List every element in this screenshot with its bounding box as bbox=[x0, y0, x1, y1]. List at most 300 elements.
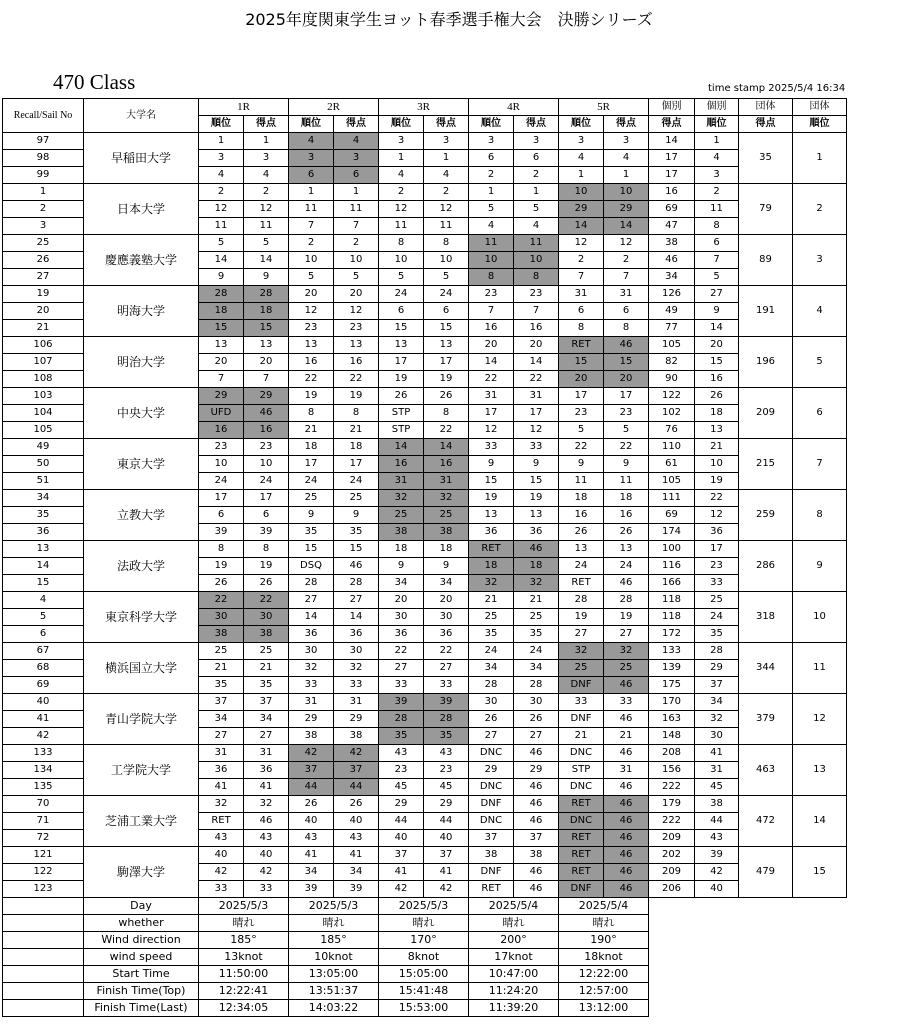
race-score: 8 bbox=[244, 541, 289, 558]
race-rank: 16 bbox=[199, 422, 244, 439]
race-score: 21 bbox=[604, 728, 649, 745]
condition-value: 13knot bbox=[199, 949, 289, 966]
table-row bbox=[3, 643, 847, 660]
race-rank: 32 bbox=[199, 796, 244, 813]
race-score: 38 bbox=[244, 626, 289, 643]
university-name: 芝浦工業大学 bbox=[84, 796, 199, 847]
team-rank: 7 bbox=[793, 439, 847, 490]
race-score: 9 bbox=[424, 558, 469, 575]
race-score: 27 bbox=[334, 592, 379, 609]
race-rank: 27 bbox=[199, 728, 244, 745]
race-score: 22 bbox=[334, 371, 379, 388]
sail-number: 25 bbox=[3, 235, 84, 252]
team-rank-header: 団体 bbox=[793, 99, 847, 116]
race-score: 46 bbox=[604, 796, 649, 813]
race-score: 46 bbox=[604, 711, 649, 728]
race-score: 24 bbox=[244, 473, 289, 490]
race-rank: 18 bbox=[289, 439, 334, 456]
race-score: 24 bbox=[424, 286, 469, 303]
team-score: 318 bbox=[739, 592, 793, 643]
sail-number: 42 bbox=[3, 728, 84, 745]
race-score: 28 bbox=[424, 711, 469, 728]
race-rank: DNC bbox=[469, 779, 514, 796]
sail-number: 104 bbox=[3, 405, 84, 422]
individual-total: 111 bbox=[649, 490, 695, 507]
race-score: 38 bbox=[334, 728, 379, 745]
race-rank: 28 bbox=[379, 711, 424, 728]
race-score: 32 bbox=[514, 575, 559, 592]
race-rank: 20 bbox=[289, 286, 334, 303]
race-score: 44 bbox=[424, 813, 469, 830]
race-rank: 12 bbox=[379, 201, 424, 218]
race-rank: 39 bbox=[379, 694, 424, 711]
race-score: 33 bbox=[514, 439, 559, 456]
individual-rank: 20 bbox=[695, 337, 739, 354]
score-subheader: 得点 bbox=[334, 116, 379, 133]
race-score: 30 bbox=[514, 694, 559, 711]
race-score: 29 bbox=[514, 762, 559, 779]
race-rank: 13 bbox=[559, 541, 604, 558]
race-rank: 13 bbox=[379, 337, 424, 354]
race-score: 40 bbox=[244, 847, 289, 864]
race-score: 2 bbox=[244, 184, 289, 201]
team-score: 463 bbox=[739, 745, 793, 796]
round-4-header: 4R bbox=[469, 99, 559, 116]
race-rank: RET bbox=[559, 847, 604, 864]
team-score: 209 bbox=[739, 388, 793, 439]
race-score: 14 bbox=[424, 439, 469, 456]
race-rank: 12 bbox=[469, 422, 514, 439]
race-score: 16 bbox=[334, 354, 379, 371]
race-rank: 4 bbox=[289, 133, 334, 150]
race-rank: 31 bbox=[469, 388, 514, 405]
race-score: 6 bbox=[604, 303, 649, 320]
race-rank: 17 bbox=[469, 405, 514, 422]
score-subheader: 得点 bbox=[514, 116, 559, 133]
race-rank: 15 bbox=[379, 320, 424, 337]
race-rank: 1 bbox=[559, 167, 604, 184]
race-rank: 6 bbox=[559, 303, 604, 320]
race-rank: 7 bbox=[559, 269, 604, 286]
individual-rank: 17 bbox=[695, 541, 739, 558]
race-score: 38 bbox=[424, 524, 469, 541]
race-score: 46 bbox=[514, 813, 559, 830]
race-rank: 42 bbox=[289, 745, 334, 762]
race-rank: 2 bbox=[199, 184, 244, 201]
race-rank: 2 bbox=[289, 235, 334, 252]
race-rank: 38 bbox=[379, 524, 424, 541]
race-rank: DNC bbox=[469, 745, 514, 762]
individual-total: 174 bbox=[649, 524, 695, 541]
race-score: 25 bbox=[244, 643, 289, 660]
race-rank: 43 bbox=[199, 830, 244, 847]
individual-total: 82 bbox=[649, 354, 695, 371]
race-score: 7 bbox=[244, 371, 289, 388]
race-conditions bbox=[3, 898, 847, 1017]
individual-rank: 2 bbox=[695, 184, 739, 201]
race-rank: 15 bbox=[559, 354, 604, 371]
race-rank: 8 bbox=[469, 269, 514, 286]
team-rank: 10 bbox=[793, 592, 847, 643]
condition-value: 2025/5/3 bbox=[199, 898, 289, 915]
race-rank: 14 bbox=[559, 218, 604, 235]
individual-rank-subheader: 順位 bbox=[695, 116, 739, 133]
race-rank: 11 bbox=[289, 201, 334, 218]
race-score: 31 bbox=[424, 473, 469, 490]
individual-rank: 38 bbox=[695, 796, 739, 813]
race-rank: 36 bbox=[379, 626, 424, 643]
recall-header: Recall/Sail No bbox=[3, 99, 84, 133]
individual-rank: 24 bbox=[695, 609, 739, 626]
individual-rank: 27 bbox=[695, 286, 739, 303]
individual-rank: 36 bbox=[695, 524, 739, 541]
race-score: 2 bbox=[424, 184, 469, 201]
condition-blank bbox=[649, 983, 847, 1000]
race-score: 8 bbox=[514, 269, 559, 286]
race-score: 36 bbox=[244, 762, 289, 779]
team-rank: 11 bbox=[793, 643, 847, 694]
team-score-header: 団体 bbox=[739, 99, 793, 116]
race-score: 26 bbox=[514, 711, 559, 728]
race-rank: 29 bbox=[469, 762, 514, 779]
race-rank: 36 bbox=[469, 524, 514, 541]
race-rank: 38 bbox=[469, 847, 514, 864]
race-rank: 7 bbox=[469, 303, 514, 320]
condition-label: Day bbox=[84, 898, 199, 915]
race-rank: 12 bbox=[559, 235, 604, 252]
race-score: 6 bbox=[334, 167, 379, 184]
race-rank: 19 bbox=[199, 558, 244, 575]
race-score: 27 bbox=[424, 660, 469, 677]
race-rank: 35 bbox=[379, 728, 424, 745]
race-rank: 26 bbox=[199, 575, 244, 592]
condition-row bbox=[3, 932, 847, 949]
race-score: 46 bbox=[604, 337, 649, 354]
individual-rank: 22 bbox=[695, 490, 739, 507]
score-subheader: 得点 bbox=[604, 116, 649, 133]
condition-value: 2025/5/3 bbox=[379, 898, 469, 915]
race-score: 28 bbox=[514, 677, 559, 694]
race-score: 8 bbox=[604, 320, 649, 337]
race-rank: 41 bbox=[289, 847, 334, 864]
race-rank: DNF bbox=[469, 796, 514, 813]
race-score: 37 bbox=[514, 830, 559, 847]
race-score: 25 bbox=[334, 490, 379, 507]
race-rank: 3 bbox=[199, 150, 244, 167]
round-2-header: 2R bbox=[289, 99, 379, 116]
race-rank: 38 bbox=[199, 626, 244, 643]
race-score: 10 bbox=[514, 252, 559, 269]
sail-number: 123 bbox=[3, 881, 84, 898]
race-score: 21 bbox=[244, 660, 289, 677]
race-rank: 6 bbox=[199, 507, 244, 524]
race-score: 45 bbox=[424, 779, 469, 796]
sail-number: 40 bbox=[3, 694, 84, 711]
race-rank: 20 bbox=[559, 371, 604, 388]
team-score: 79 bbox=[739, 184, 793, 235]
university-name: 慶應義塾大学 bbox=[84, 235, 199, 286]
race-score: 20 bbox=[244, 354, 289, 371]
individual-total: 222 bbox=[649, 779, 695, 796]
condition-value: 2025/5/4 bbox=[469, 898, 559, 915]
race-score: 11 bbox=[424, 218, 469, 235]
race-score: 42 bbox=[244, 864, 289, 881]
race-score: 29 bbox=[334, 711, 379, 728]
race-rank: 42 bbox=[199, 864, 244, 881]
sail-number: 68 bbox=[3, 660, 84, 677]
individual-rank: 14 bbox=[695, 320, 739, 337]
sail-number: 6 bbox=[3, 626, 84, 643]
race-score: 18 bbox=[514, 558, 559, 575]
race-score: 41 bbox=[334, 847, 379, 864]
team-rank: 6 bbox=[793, 388, 847, 439]
individual-total: 139 bbox=[649, 660, 695, 677]
race-score: 4 bbox=[334, 133, 379, 150]
race-score: 2 bbox=[604, 252, 649, 269]
race-score: 40 bbox=[334, 813, 379, 830]
rank-subheader: 順位 bbox=[379, 116, 424, 133]
race-score: 32 bbox=[604, 643, 649, 660]
race-score: 3 bbox=[334, 150, 379, 167]
condition-blank bbox=[649, 932, 847, 949]
team-rank: 4 bbox=[793, 286, 847, 337]
race-score: 17 bbox=[424, 354, 469, 371]
race-rank: 29 bbox=[289, 711, 334, 728]
individual-total: 34 bbox=[649, 269, 695, 286]
race-rank: 43 bbox=[289, 830, 334, 847]
race-rank: 33 bbox=[559, 694, 604, 711]
race-score: 34 bbox=[244, 711, 289, 728]
race-score: 28 bbox=[604, 592, 649, 609]
race-rank: 5 bbox=[469, 201, 514, 218]
rank-subheader: 順位 bbox=[469, 116, 514, 133]
individual-total: 222 bbox=[649, 813, 695, 830]
race-rank: DNF bbox=[559, 677, 604, 694]
condition-value: 17knot bbox=[469, 949, 559, 966]
race-score: 24 bbox=[514, 643, 559, 660]
race-rank: 33 bbox=[289, 677, 334, 694]
race-score: 9 bbox=[334, 507, 379, 524]
race-rank: 18 bbox=[469, 558, 514, 575]
race-rank: 40 bbox=[379, 830, 424, 847]
individual-rank: 45 bbox=[695, 779, 739, 796]
race-rank: 3 bbox=[379, 133, 424, 150]
race-score: 6 bbox=[424, 303, 469, 320]
individual-total: 102 bbox=[649, 405, 695, 422]
race-rank: 6 bbox=[289, 167, 334, 184]
individual-total: 47 bbox=[649, 218, 695, 235]
race-rank: 35 bbox=[469, 626, 514, 643]
sail-number: 1 bbox=[3, 184, 84, 201]
race-rank: 17 bbox=[199, 490, 244, 507]
table-row bbox=[3, 847, 847, 864]
race-rank: 39 bbox=[199, 524, 244, 541]
race-rank: RET bbox=[559, 864, 604, 881]
team-rank: 8 bbox=[793, 490, 847, 541]
individual-rank: 23 bbox=[695, 558, 739, 575]
race-score: 34 bbox=[424, 575, 469, 592]
individual-total: 179 bbox=[649, 796, 695, 813]
team-score: 379 bbox=[739, 694, 793, 745]
race-rank: 17 bbox=[379, 354, 424, 371]
race-rank: 7 bbox=[289, 218, 334, 235]
race-score: 20 bbox=[334, 286, 379, 303]
individual-rank: 7 bbox=[695, 252, 739, 269]
condition-blank bbox=[649, 949, 847, 966]
race-score: 18 bbox=[604, 490, 649, 507]
race-score: 36 bbox=[514, 524, 559, 541]
university-name: 東京大学 bbox=[84, 439, 199, 490]
sail-number: 98 bbox=[3, 150, 84, 167]
race-score: 13 bbox=[604, 541, 649, 558]
race-score: 13 bbox=[514, 507, 559, 524]
race-score: 10 bbox=[244, 456, 289, 473]
race-score: 6 bbox=[244, 507, 289, 524]
race-rank: 4 bbox=[469, 218, 514, 235]
race-score: 10 bbox=[604, 184, 649, 201]
header-row-top bbox=[3, 99, 847, 116]
team-score: 286 bbox=[739, 541, 793, 592]
table-row bbox=[3, 388, 847, 405]
race-rank: 7 bbox=[199, 371, 244, 388]
university-name: 法政大学 bbox=[84, 541, 199, 592]
condition-blank bbox=[649, 915, 847, 932]
race-score: 14 bbox=[334, 609, 379, 626]
race-rank: 9 bbox=[469, 456, 514, 473]
race-rank: DNC bbox=[559, 813, 604, 830]
individual-rank: 34 bbox=[695, 694, 739, 711]
race-rank: DNC bbox=[559, 745, 604, 762]
race-score: 1 bbox=[604, 167, 649, 184]
race-score: 23 bbox=[604, 405, 649, 422]
race-score: 30 bbox=[424, 609, 469, 626]
race-score: 15 bbox=[334, 541, 379, 558]
race-rank: STP bbox=[379, 405, 424, 422]
race-rank: 33 bbox=[379, 677, 424, 694]
race-score: 22 bbox=[244, 592, 289, 609]
race-rank: 25 bbox=[469, 609, 514, 626]
race-score: 13 bbox=[424, 337, 469, 354]
sail-number: 3 bbox=[3, 218, 84, 235]
team-score: 89 bbox=[739, 235, 793, 286]
race-score: 37 bbox=[424, 847, 469, 864]
condition-value: 2025/5/4 bbox=[559, 898, 649, 915]
condition-label: Start Time bbox=[84, 966, 199, 983]
race-rank: 12 bbox=[199, 201, 244, 218]
race-rank: 27 bbox=[289, 592, 334, 609]
race-rank: 5 bbox=[379, 269, 424, 286]
university-header: 大学名 bbox=[84, 99, 199, 133]
condition-row bbox=[3, 898, 847, 915]
race-rank: 24 bbox=[379, 286, 424, 303]
sail-number: 105 bbox=[3, 422, 84, 439]
sail-number: 106 bbox=[3, 337, 84, 354]
race-rank: 33 bbox=[199, 881, 244, 898]
individual-total: 16 bbox=[649, 184, 695, 201]
race-rank: 29 bbox=[199, 388, 244, 405]
race-score: 13 bbox=[334, 337, 379, 354]
race-score: 2 bbox=[334, 235, 379, 252]
condition-spacer bbox=[3, 949, 84, 966]
individual-total: 116 bbox=[649, 558, 695, 575]
condition-value: 8knot bbox=[379, 949, 469, 966]
race-rank: 18 bbox=[199, 303, 244, 320]
race-rank: 32 bbox=[469, 575, 514, 592]
race-rank: 19 bbox=[559, 609, 604, 626]
condition-value: 15:53:00 bbox=[379, 1000, 469, 1017]
sail-number: 134 bbox=[3, 762, 84, 779]
race-rank: 45 bbox=[379, 779, 424, 796]
race-rank: 4 bbox=[379, 167, 424, 184]
individual-rank: 33 bbox=[695, 575, 739, 592]
race-rank: 16 bbox=[379, 456, 424, 473]
race-score: 22 bbox=[514, 371, 559, 388]
race-rank: 5 bbox=[289, 269, 334, 286]
race-score: 10 bbox=[334, 252, 379, 269]
university-name: 工学院大学 bbox=[84, 745, 199, 796]
individual-rank: 41 bbox=[695, 745, 739, 762]
race-rank: RET bbox=[559, 830, 604, 847]
race-score: 35 bbox=[514, 626, 559, 643]
individual-rank: 9 bbox=[695, 303, 739, 320]
race-score: 40 bbox=[424, 830, 469, 847]
race-rank: 41 bbox=[199, 779, 244, 796]
sail-number: 72 bbox=[3, 830, 84, 847]
class-title: 470 Class bbox=[53, 70, 136, 94]
team-rank: 2 bbox=[793, 184, 847, 235]
university-name: 青山学院大学 bbox=[84, 694, 199, 745]
race-score: 27 bbox=[604, 626, 649, 643]
race-rank: DSQ bbox=[289, 558, 334, 575]
sail-number: 5 bbox=[3, 609, 84, 626]
condition-value: 185° bbox=[289, 932, 379, 949]
race-rank: 34 bbox=[199, 711, 244, 728]
university-name: 立教大学 bbox=[84, 490, 199, 541]
race-rank: 21 bbox=[559, 728, 604, 745]
race-rank: RET bbox=[559, 575, 604, 592]
individual-total: 126 bbox=[649, 286, 695, 303]
race-score: 9 bbox=[604, 456, 649, 473]
race-rank: STP bbox=[559, 762, 604, 779]
race-rank: 19 bbox=[379, 371, 424, 388]
sail-number: 21 bbox=[3, 320, 84, 337]
race-rank: DNF bbox=[559, 711, 604, 728]
race-rank: 29 bbox=[559, 201, 604, 218]
sail-number: 71 bbox=[3, 813, 84, 830]
race-score: 11 bbox=[514, 235, 559, 252]
race-rank: 44 bbox=[289, 779, 334, 796]
race-rank: 25 bbox=[289, 490, 334, 507]
race-rank: 14 bbox=[289, 609, 334, 626]
race-score: 32 bbox=[334, 660, 379, 677]
race-score: 17 bbox=[244, 490, 289, 507]
individual-total: 163 bbox=[649, 711, 695, 728]
race-score: 3 bbox=[604, 133, 649, 150]
individual-total: 61 bbox=[649, 456, 695, 473]
race-score: 25 bbox=[424, 507, 469, 524]
race-score: 31 bbox=[604, 286, 649, 303]
individual-rank: 35 bbox=[695, 626, 739, 643]
individual-rank: 40 bbox=[695, 881, 739, 898]
race-rank: 13 bbox=[289, 337, 334, 354]
race-score: 31 bbox=[604, 762, 649, 779]
condition-value: 12:34:05 bbox=[199, 1000, 289, 1017]
race-score: 11 bbox=[334, 201, 379, 218]
race-rank: 9 bbox=[379, 558, 424, 575]
team-score: 191 bbox=[739, 286, 793, 337]
race-score: 24 bbox=[334, 473, 379, 490]
condition-value: 170° bbox=[379, 932, 469, 949]
